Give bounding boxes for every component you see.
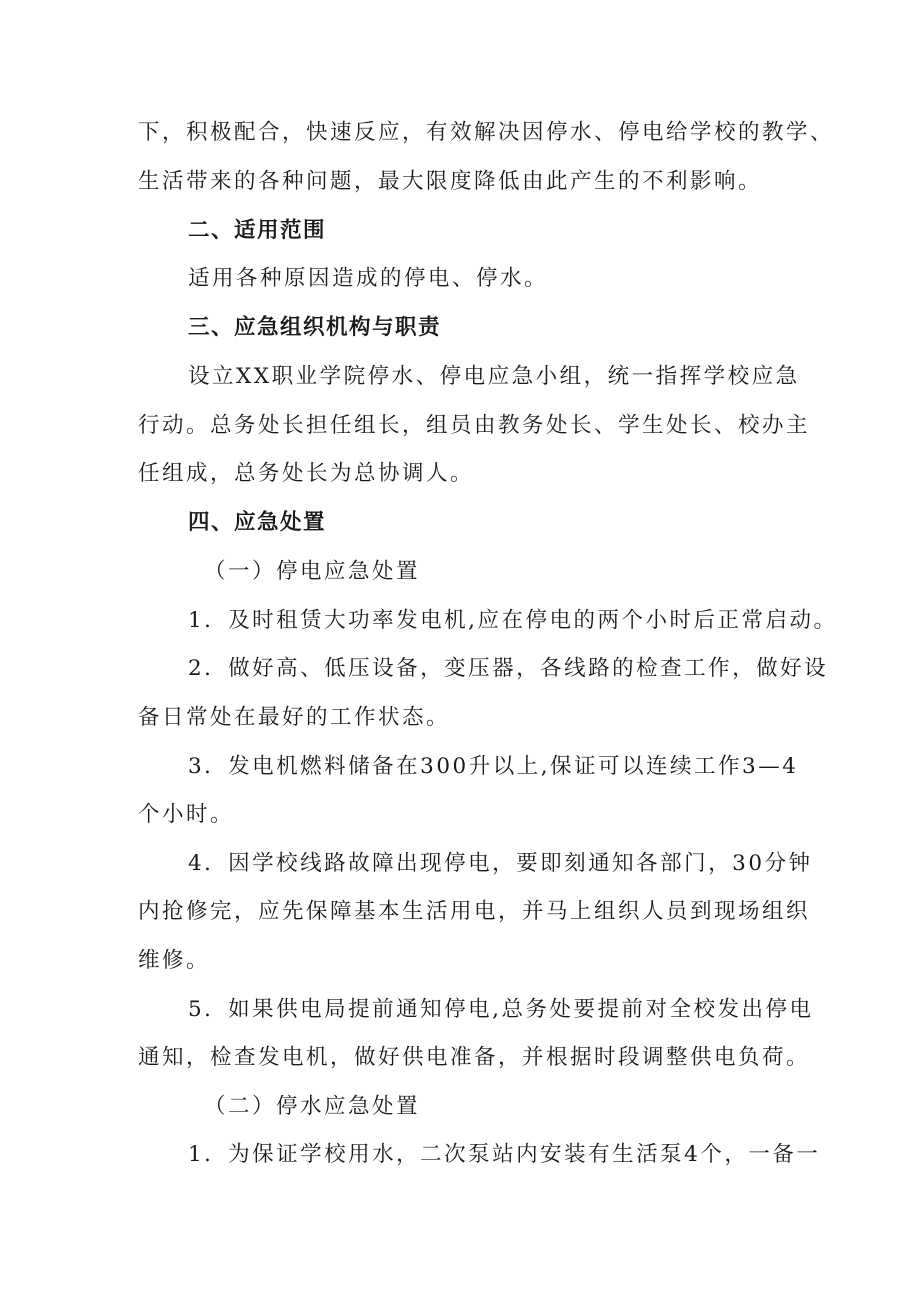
list-item-line: 1．及时租赁大功率发电机,应在停电的两个小时后正常启动。 [188,608,838,633]
paragraph-line: 下，积极配合，快速反应，有效解决因停水、停电给学校的教学、 [138,120,835,145]
paragraph-line: 适用各种原因造成的停电、停水。 [188,266,549,291]
paragraph-line: 通知，检查发电机，做好供电准备，并根据时段调整供电负荷。 [138,1045,811,1070]
subsection-heading-water: （二）停水应急处置 [204,1094,421,1119]
list-item-line: 4．因学校线路故障出现停电，要即刻通知各部门，30分钟 [188,851,813,876]
paragraph-line: 个小时。 [138,802,235,827]
section-heading-organization: 三、应急组织机构与职责 [188,315,442,340]
paragraph-line: 维修。 [138,948,211,973]
paragraph-line: 生活带来的各种问题，最大限度降低由此产生的不利影响。 [138,169,763,194]
section-heading-scope: 二、适用范围 [188,218,327,243]
paragraph-line: 任组成，总务处长为总协调人。 [138,461,475,486]
paragraph-line: 内抢修完，应先保障基本生活用电，并马上组织人员到现场组织 [138,899,811,924]
list-item-line: 5．如果供电局提前通知停电,总务处要提前对全校发出停电 [188,997,814,1022]
subsection-heading-power: （一）停电应急处置 [204,559,421,584]
section-heading-response: 四、应急处置 [188,510,327,535]
list-item-line: 1．为保证学校用水，二次泵站内安装有生活泵4个，一备一 [188,1142,821,1167]
paragraph-line: 行动。总务处长担任组长，组员由教务处长、学生处长、校办主 [138,413,811,438]
paragraph-line: 备日常处在最好的工作状态。 [138,705,451,730]
list-item-line: 2．做好高、低压设备，变压器，各线路的检查工作，做好设 [188,656,829,681]
paragraph-line: 设立XX职业学院停水、停电应急小组，统一指挥学校应急 [188,364,800,389]
list-item-line: 3．发电机燃料储备在300升以上,保证可以连续工作3—4 [188,754,799,779]
